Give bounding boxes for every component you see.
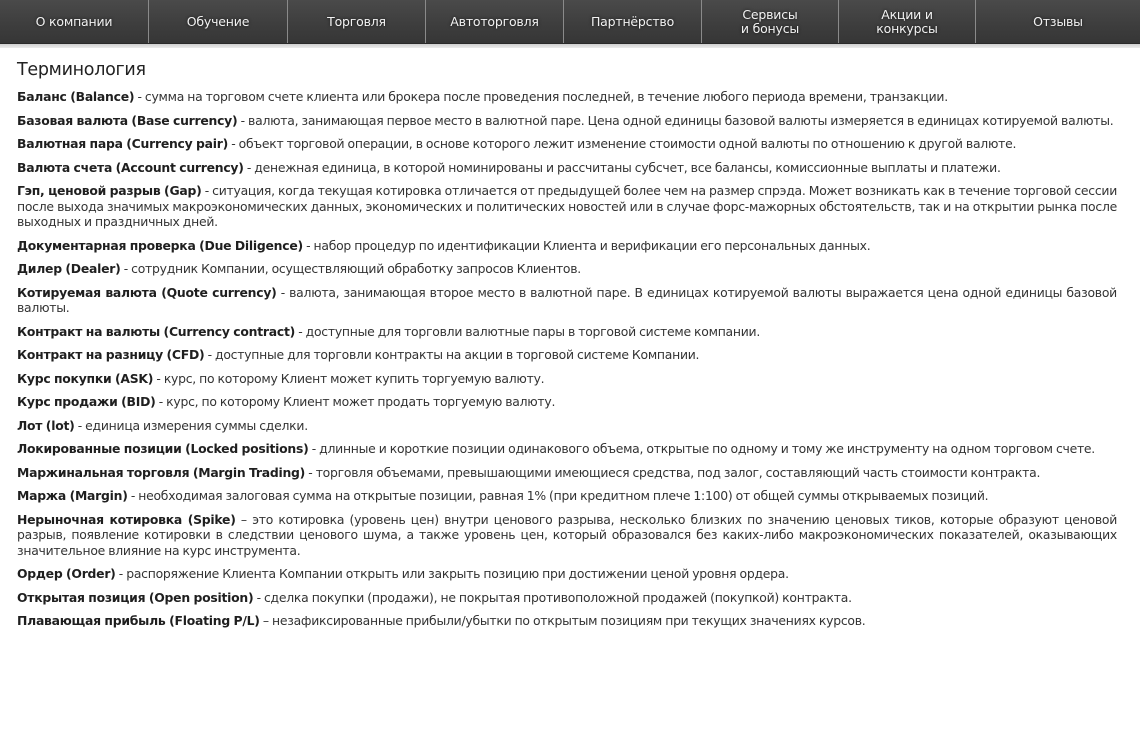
- term-separator: -: [134, 89, 145, 104]
- term-name: Нерыночная котировка (Spike): [17, 511, 236, 527]
- term-name: Курс покупки (ASK): [17, 370, 154, 386]
- term-separator: -: [253, 589, 264, 605]
- nav-item-education[interactable]: Обучение: [149, 0, 288, 43]
- glossary-term: [17, 347, 1117, 363]
- glossary-term: [17, 89, 1117, 105]
- term-separator: -: [155, 394, 167, 409]
- glossary-term: [17, 512, 1117, 559]
- term-name: Контракт на разницу (CFD): [17, 347, 205, 362]
- glossary-term: [17, 394, 1117, 410]
- term-definition: это котировка (уровень цен) внутри ценового разрыва, несколько близких по значению ценовых тиков, которые образуют ценовой разрыв, появление котировки в следствии ценового шума, а также уровень цен, который образовался без каких-либо макроэкономических показателей, оказывающих значительное влияние на курс инструмента.: [17, 511, 1118, 558]
- nav-item-partnership[interactable]: Партнёрство: [564, 0, 702, 43]
- term-name: Курс продажи (BID): [17, 394, 156, 409]
- term-definition: валюта, занимающая первое место в валютной паре. Цена одной единицы базовой валюты измеряется в единицах котируемой валюты.: [248, 112, 1114, 128]
- glossary-term: [17, 465, 1117, 481]
- term-separator: -: [302, 237, 314, 253]
- term-definition: валюта, занимающая второе место в валютной паре. В единицах котируемой валюты выражается цена одной единицы базовой валюты.: [17, 284, 1117, 315]
- term-separator: -: [243, 159, 255, 175]
- term-separator: -: [74, 417, 86, 433]
- nav-item-trading[interactable]: Торговля: [288, 0, 426, 43]
- glossary-term: [17, 183, 1117, 230]
- term-separator: -: [127, 488, 139, 503]
- term-definition: денежная единица, в которой номинированы и рассчитаны субсчет, все балансы, комиссионные выплаты и платежи.: [254, 159, 1001, 175]
- nav-item-services-bonuses[interactable]: Сервисы и бонусы: [702, 0, 839, 43]
- term-separator: -: [295, 323, 306, 339]
- term-definition: набор процедур по идентификации Клиента и верификации его персональных данных.: [313, 237, 871, 253]
- term-name: Базовая валюта (Base currency): [17, 112, 238, 128]
- term-separator: -: [153, 370, 164, 386]
- term-definition: сотрудник Компании, осуществляющий обработку запросов Клиентов.: [131, 261, 581, 276]
- glossary-term: [17, 441, 1117, 457]
- term-definition: единица измерения суммы сделки.: [85, 417, 308, 433]
- main-navigation: [0, 0, 1140, 44]
- term-definition: сделка покупки (продажи), не покрытая противоположной продажей (покупкой) контракта.: [264, 589, 852, 605]
- term-definition: курс, по которому Клиент может продать торгуемую валюту.: [166, 394, 556, 409]
- term-name: Дилер (Dealer): [17, 261, 121, 276]
- glossary-term: [17, 324, 1117, 340]
- term-name: Открытая позиция (Open position): [17, 589, 254, 605]
- term-definition: незафиксированные прибыли/убытки по открытым позициям при текущих значениях курсов.: [272, 613, 866, 628]
- term-separator: -: [201, 183, 213, 198]
- term-definition: курс, по которому Клиент может купить торгуемую валюту.: [163, 370, 545, 386]
- glossary-term: [17, 238, 1117, 254]
- nav-item-reviews[interactable]: Отзывы: [1033, 13, 1083, 29]
- glossary-term: [17, 136, 1117, 152]
- main-content: [17, 60, 1117, 637]
- term-definition: необходимая залоговая сумма на открытые позиции, равная 1% (при кредитном плече 1:100) от общей суммы открываемых позиций.: [138, 488, 989, 503]
- nav-bottom-strip: [0, 44, 1140, 48]
- glossary-term: [17, 418, 1117, 434]
- term-definition: распоряжение Клиента Компании открыть или закрыть позицию при достижении ценой уровня ордера.: [126, 566, 789, 581]
- term-separator: -: [276, 284, 290, 300]
- term-separator: –: [235, 511, 253, 527]
- term-name: Баланс (Balance): [17, 89, 135, 104]
- nav-item-auto-trading[interactable]: Автоторговля: [426, 0, 564, 43]
- nav-item-about-company[interactable]: О компании: [0, 0, 149, 43]
- term-separator: -: [305, 464, 316, 480]
- glossary-term: [17, 261, 1117, 277]
- term-separator: -: [308, 441, 320, 456]
- term-separator: -: [120, 261, 132, 276]
- glossary-term: [17, 113, 1117, 129]
- glossary-term: [17, 160, 1117, 176]
- nav-item-promotions-contests[interactable]: Акции и конкурсы: [839, 0, 976, 43]
- term-definition: длинные и короткие позиции одинакового объема, открытые по одному и тому же инструменту на одном торговом счете.: [319, 441, 1095, 456]
- term-name: Контракт на валюты (Currency contract): [17, 323, 296, 339]
- term-name: Гэп, ценовой разрыв (Gap): [17, 183, 202, 198]
- term-definition: торговля объемами, превышающими имеющиеся средства, под залог, составляющий часть стоимости контракта.: [315, 464, 1041, 480]
- glossary-term: [17, 285, 1117, 316]
- term-definition: доступные для торговли контракты на акции в торговой системе Компании.: [215, 347, 700, 362]
- term-name: Маржа (Margin): [17, 488, 128, 503]
- glossary-term: [17, 566, 1117, 582]
- glossary-term: [17, 590, 1117, 606]
- term-name: Котируемая валюта (Quote currency): [17, 284, 277, 300]
- term-separator: -: [228, 136, 239, 151]
- term-name: Локированные позиции (Locked positions): [17, 441, 309, 456]
- glossary-term: [17, 613, 1117, 629]
- term-name: Плавающая прибыль (Floating P/L): [17, 613, 260, 628]
- term-definition: доступные для торговли валютные пары в торговой системе компании.: [305, 323, 761, 339]
- term-name: Лот (lot): [17, 417, 75, 433]
- term-definition: объект торговой операции, в основе которого лежит изменение стоимости одной валюты по отношению к другой валюте.: [238, 136, 1017, 151]
- glossary-term: [17, 488, 1117, 504]
- term-separator: –: [259, 613, 272, 628]
- page-title: Терминология: [17, 60, 146, 80]
- term-name: Валюта счета (Account currency): [17, 159, 244, 175]
- terms-list: [17, 89, 1117, 629]
- term-definition: сумма на торговом счете клиента или брокера после проведения последней, в течение любого периода времени, транзакции.: [144, 89, 948, 104]
- glossary-term: [17, 371, 1117, 387]
- term-name: Валютная пара (Currency pair): [17, 136, 229, 151]
- term-definition: ситуация, когда текущая котировка отличается от предыдущей более чем на размер спрэда. Может возникать как в течение торговой сессии после выхода значимых макроэкономических данных, экономических и политических новостей или в случае форс-мажорных обстоятельств, так и на открытии рынка после выходных и праздничных дней.: [17, 183, 1118, 229]
- term-name: Документарная проверка (Due Diligence): [17, 237, 303, 253]
- term-name: Маржинальная торговля (Margin Trading): [17, 464, 306, 480]
- term-name: Ордер (Order): [17, 566, 116, 581]
- term-separator: -: [115, 566, 127, 581]
- term-separator: -: [237, 112, 249, 128]
- term-separator: -: [204, 347, 216, 362]
